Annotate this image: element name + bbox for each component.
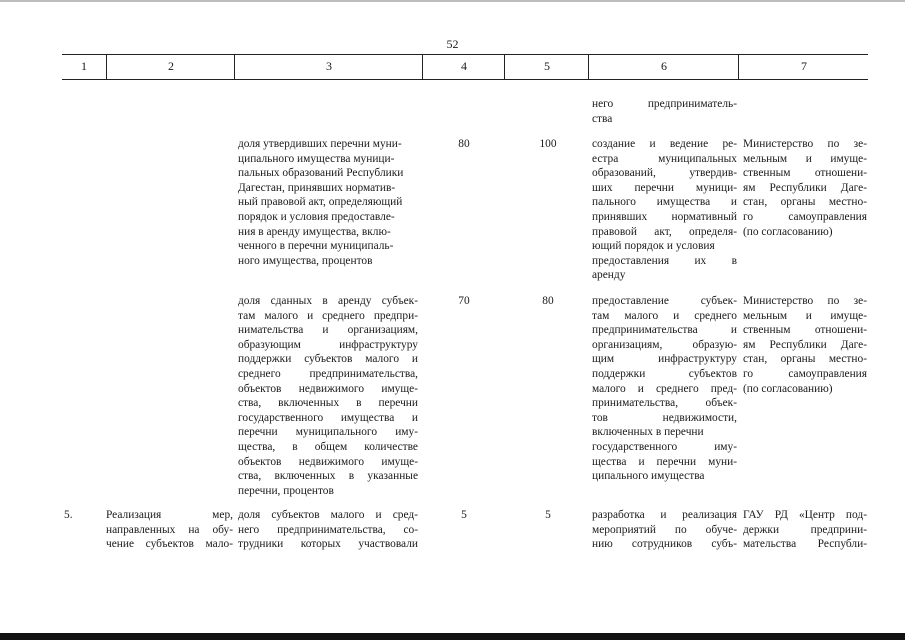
scan-top-edge [0, 0, 905, 2]
text-line: объектов недвижимого имуще- [238, 382, 418, 395]
responsible-text [743, 508, 867, 552]
text-line: малого и среднего пред- [592, 382, 737, 395]
table-header [62, 54, 868, 80]
responsible-text [743, 137, 867, 239]
text-line: щим инфраструктуру [592, 353, 737, 366]
text-line: стан, органы местно- [743, 196, 867, 209]
text-line: принявших нормативный [592, 210, 737, 223]
text-line: предоставление субъек- [592, 295, 737, 307]
header-col-4: 4 [422, 55, 505, 79]
text-line: порядок и условия предоставле- [238, 210, 395, 223]
continuation-text [592, 97, 737, 126]
text-line: ственным отношени- [743, 324, 867, 337]
action-text [592, 294, 737, 484]
text-line: объектов недвижимого имуще- [238, 455, 418, 468]
text-line: направленных на обу- [106, 523, 233, 536]
text-line: ших перечни муници- [592, 181, 737, 194]
text-line: перечни муниципального иму- [238, 426, 418, 439]
value-col5: 5 [545, 509, 551, 521]
text-line: ния в аренду имущества, вклю- [238, 225, 391, 238]
header-col-6: 6 [588, 55, 739, 79]
text-line: мельным и имуще- [743, 309, 867, 322]
text-line: правовой акт, определя- [592, 225, 737, 238]
text-line: щества, в общем количестве [238, 440, 418, 453]
header-col-1: 1 [81, 59, 87, 73]
text-line: стан, органы местно- [743, 353, 867, 366]
text-line: ципального имущества муници- [238, 152, 395, 165]
value-col5: 100 [539, 138, 557, 150]
action-text [592, 137, 737, 283]
text-line: среднего предпринимательства, [238, 367, 418, 380]
text-line: пальных образований Республики [238, 167, 404, 180]
indicator-text [238, 508, 418, 552]
text-line: там малого и среднего [592, 309, 737, 322]
text-line: чение субъектов мало- [106, 538, 233, 551]
text-line: включенных в перечни [592, 426, 704, 439]
text-line: тов недвижимости, [592, 411, 737, 424]
text-line: перечни, процентов [238, 484, 334, 497]
text-line: поддержки субъектов [592, 367, 737, 380]
text-line: Министерство по зе- [743, 295, 867, 307]
page-number: 52 [446, 37, 459, 51]
text-line: ципального имущества [592, 470, 705, 483]
text-line: ющий порядок и условия [592, 240, 715, 253]
text-line: мельным и имуще- [743, 152, 867, 165]
text-line: Реализация мер, [106, 509, 233, 521]
text-line: го самоуправления [743, 367, 867, 380]
text-line: щества и перечни муни- [592, 455, 737, 468]
value-col4: 70 [458, 295, 470, 307]
text-line: образующим инфраструктуру [238, 338, 418, 351]
text-line: там малого и среднего предпри- [238, 309, 418, 322]
text-line: ГАУ РД «Центр под- [743, 509, 867, 521]
text-line: пального имущества и [592, 196, 737, 209]
text-line: доля сданных в аренду субъек- [238, 295, 418, 307]
text-line: (по согласованию) [743, 225, 833, 238]
indicator-text [238, 137, 418, 268]
text-line: трудники которых участвовали [238, 538, 418, 551]
text-line: предпринимательства и [592, 324, 737, 337]
text-line: нимательства и организациям, [238, 324, 418, 337]
text-line: аренду [592, 269, 626, 282]
text-line: доля утвердивших перечни муни- [238, 138, 402, 150]
text-line: принимательства, объек- [592, 397, 737, 410]
text-line: доля субъектов малого и сред- [238, 509, 418, 521]
header-col-7: 7 [738, 55, 869, 79]
text-line: Дагестан, принявших норматив- [238, 181, 396, 194]
value-col4: 5 [461, 509, 467, 521]
header-col-5: 5 [504, 55, 589, 79]
text-line: ям Республики Даге- [743, 181, 867, 194]
text-line: Министерство по зе- [743, 138, 867, 150]
row-number: 5. [64, 509, 73, 521]
text-line: ственным отношени- [743, 167, 867, 180]
text-line: ства, включенных в перечни [238, 397, 418, 410]
text-line: него предпринимательства, со- [238, 523, 418, 536]
action-text [592, 508, 737, 552]
text-line: (по согласованию) [743, 382, 833, 395]
value-col4: 80 [458, 138, 470, 150]
text-line: ям Республики Даге- [743, 338, 867, 351]
text-line: государственного иму- [592, 440, 737, 453]
header-col-3: 3 [234, 55, 423, 79]
header-col-2: 2 [106, 55, 235, 79]
text-line: естра муниципальных [592, 152, 737, 165]
text-line: ства, включенных в указанные [238, 470, 418, 483]
text-line: образований, утвердив- [592, 167, 737, 180]
indicator-text [238, 294, 418, 498]
text-line: ченного в перечни муниципаль- [238, 240, 394, 253]
text-line: государственного имущества и [238, 411, 418, 424]
text-line: ный правовой акт, определяющий [238, 196, 403, 209]
text-line: ного имущества, процентов [238, 254, 373, 267]
text-line: ства [592, 112, 613, 125]
text-line: го самоуправления [743, 210, 867, 223]
text-line: мательства Республи- [743, 538, 867, 551]
text-line: создание и ведение ре- [592, 138, 737, 150]
text-line: него предприниматель- [592, 98, 737, 110]
text-line: разработка и реализация [592, 509, 737, 521]
measure-text [106, 508, 233, 552]
text-line: нию сотрудников субъ- [592, 538, 737, 551]
scan-bottom-edge [0, 633, 905, 640]
responsible-text [743, 294, 867, 396]
text-line: организациям, образую- [592, 338, 737, 351]
text-line: мероприятий по обуче- [592, 523, 737, 536]
text-line: поддержки субъектов малого и [238, 353, 418, 366]
text-line: предоставления их в [592, 254, 737, 267]
text-line: держки предприни- [743, 523, 867, 536]
value-col5: 80 [542, 295, 554, 307]
